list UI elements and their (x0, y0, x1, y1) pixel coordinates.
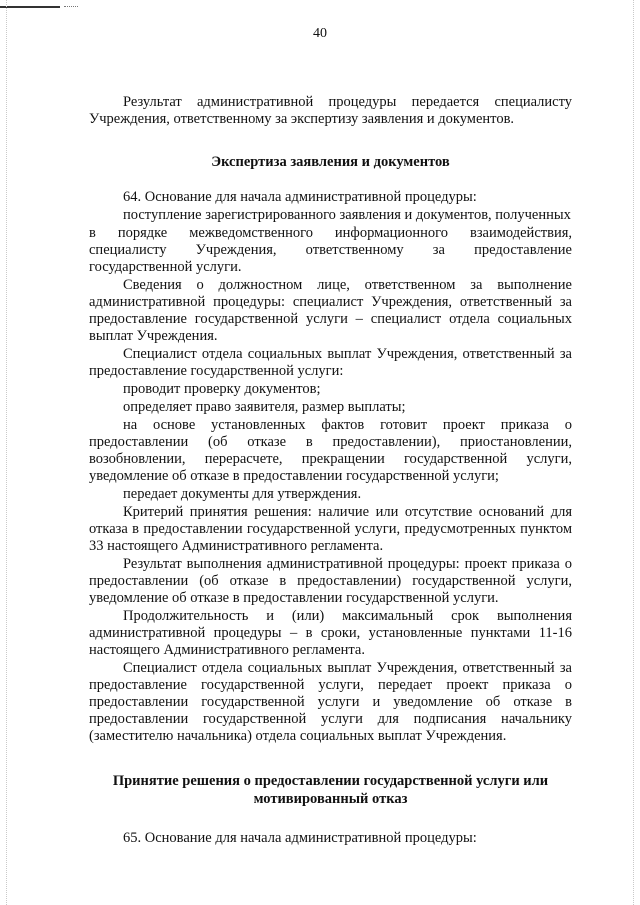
list-item-check-documents: проводит проверку документов; (123, 381, 321, 397)
document-body (89, 94, 572, 848)
paragraph-specialist-duties: Специалист отдела социальных выплат Учреждения, ответственный за предоставление государственной услуги: (89, 346, 572, 379)
paragraph-64-basis: 64. Основание для начала административной процедуры: (123, 189, 477, 205)
paragraph-decision-criterion: Критерий принятия решения: наличие или отсутствие оснований для отказа в предоставлении государственной услуги, предусмотренных пунктом 33 настоящего Административного регламента. (89, 504, 572, 554)
list-item-transfer-documents: передает документы для утверждения. (123, 486, 362, 502)
scan-right-edge (633, 0, 634, 905)
scan-corner-mark (0, 6, 60, 8)
list-item-prepare-order: на основе установленных фактов готовит проект приказа о предоставлении (об отказе в предоставлении), приостановлении, возобновлении, перерасчете, прекращении государственной услуги, уведомление об отказе в предоставлении государственной услуги; (89, 417, 572, 484)
section-heading-decision-line1: Принятие решения о предоставлении государственной услуги или (112, 773, 549, 789)
paragraph-result-transfer: Результат административной процедуры передается специалисту Учреждения, ответственному за экспертизу заявления и документов. (89, 94, 572, 127)
section-heading-decision-line2: мотивированный отказ (253, 791, 408, 807)
paragraph-interagency: в порядке межведомственного информационного взаимодействия, специалисту Учреждения, ответственному за предоставление государственной услуги. (89, 225, 572, 275)
scan-left-edge (6, 0, 7, 905)
paragraph-65-basis: 65. Основание для начала административной процедуры: (123, 830, 477, 846)
section-heading-expertise: Экспертиза заявления и документов (211, 154, 450, 170)
paragraph-procedure-result: Результат выполнения административной процедуры: проект приказа о предоставлении (об отказе в предоставлении) государственной услуги, уведомление об отказе в предоставлении государственной услуги. (89, 556, 572, 606)
paragraph-receipt: поступление зарегистрированного заявления и документов, полученных (123, 207, 571, 223)
paragraph-submission-for-signing: Специалист отдела социальных выплат Учреждения, ответственный за предоставление государственной услуги, передает проект приказа о предоставлении государственной услуги и уведомление об отказе в предоставлении государственной услуги для подписания начальнику (заместителю начальника) отдела социальных выплат Учреждения. (89, 660, 572, 744)
list-item-determine-right: определяет право заявителя, размер выплаты; (123, 399, 406, 415)
page-number: 40 (313, 26, 327, 41)
paragraph-duration: Продолжительность и (или) максимальный срок выполнения административной процедуры – в сроки, установленные пунктами 11-16 настоящего Административного регламента. (89, 608, 572, 658)
paragraph-responsible-official: Сведения о должностном лице, ответственном за выполнение административной процедуры: специалист Учреждения, ответственный за предоставление государственной услуги – специалист отдела социальных выплат Учреждения. (89, 277, 572, 344)
